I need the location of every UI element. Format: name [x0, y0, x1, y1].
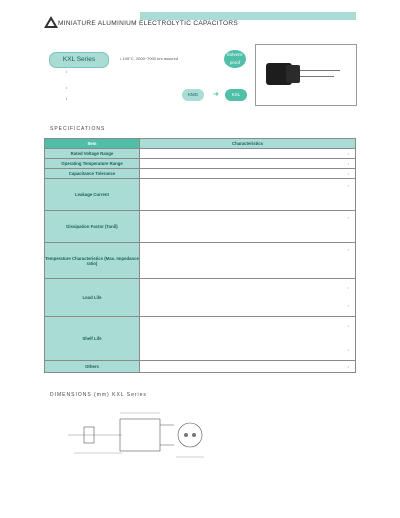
row-item-label: Others [45, 361, 140, 373]
column-header-item: Item [45, 139, 140, 149]
page-title: MINIATURE ALUMINIUM ELECTROLYTIC CAPACITORS [58, 20, 238, 27]
row-characteristics: • • [140, 317, 356, 361]
feature-line: • [66, 70, 68, 74]
specifications-table [44, 138, 356, 373]
series-description: • 105°C, 2000~7000 hrs assured [120, 56, 179, 61]
row-item-label: Load Life [45, 279, 140, 317]
row-item-label: Leakage Current [45, 179, 140, 211]
table-row [45, 159, 356, 169]
dimension-drawing [62, 405, 222, 465]
feature-line: • [66, 86, 68, 90]
table-row [45, 317, 356, 361]
row-characteristics: • [140, 159, 356, 169]
table-row [45, 149, 356, 159]
table-header-row [45, 139, 356, 149]
table-row [45, 243, 356, 279]
lead-wire [300, 76, 334, 77]
arrow-right-icon: ➜ [213, 91, 219, 98]
row-item-label: Temperature Characteristics (Max. Impedance ratio) [45, 243, 140, 279]
row-characteristics: • [140, 179, 356, 211]
column-header-characteristics: Characteristics [140, 139, 356, 149]
row-item-label: Dissipation Factor (Tanδ) [45, 211, 140, 243]
from-series-badge: KMG [182, 89, 204, 101]
table-row [45, 361, 356, 373]
table-row [45, 211, 356, 243]
row-characteristics: • [140, 211, 356, 243]
table-row [45, 179, 356, 211]
row-item-label: Rated Voltage Range [45, 149, 140, 159]
solvent-proof-badge: Solvent-proof [224, 50, 246, 68]
table-row [45, 279, 356, 317]
capacitor-image [286, 65, 300, 83]
to-series-badge: KXL [225, 89, 247, 101]
row-item-label: Operating Temperature Range [45, 159, 140, 169]
feature-line: • [66, 97, 68, 101]
row-item-label: Capacitance Tolerance [45, 169, 140, 179]
lead-wire [300, 70, 340, 71]
row-characteristics: • [140, 361, 356, 373]
row-characteristics: • • [140, 279, 356, 317]
row-characteristics: • [140, 243, 356, 279]
row-characteristics: • [140, 169, 356, 179]
row-characteristics: • [140, 149, 356, 159]
series-name-badge: KXL Series [49, 52, 109, 68]
product-photo [255, 44, 357, 106]
company-logo-icon [44, 16, 58, 28]
table-row [45, 169, 356, 179]
specifications-heading: SPECIFICATIONS [50, 126, 106, 132]
header-accent-bar [140, 12, 356, 20]
row-item-label: Shelf Life [45, 317, 140, 361]
dimensions-heading: DIMENSIONS (mm) KXL Series [50, 392, 147, 398]
